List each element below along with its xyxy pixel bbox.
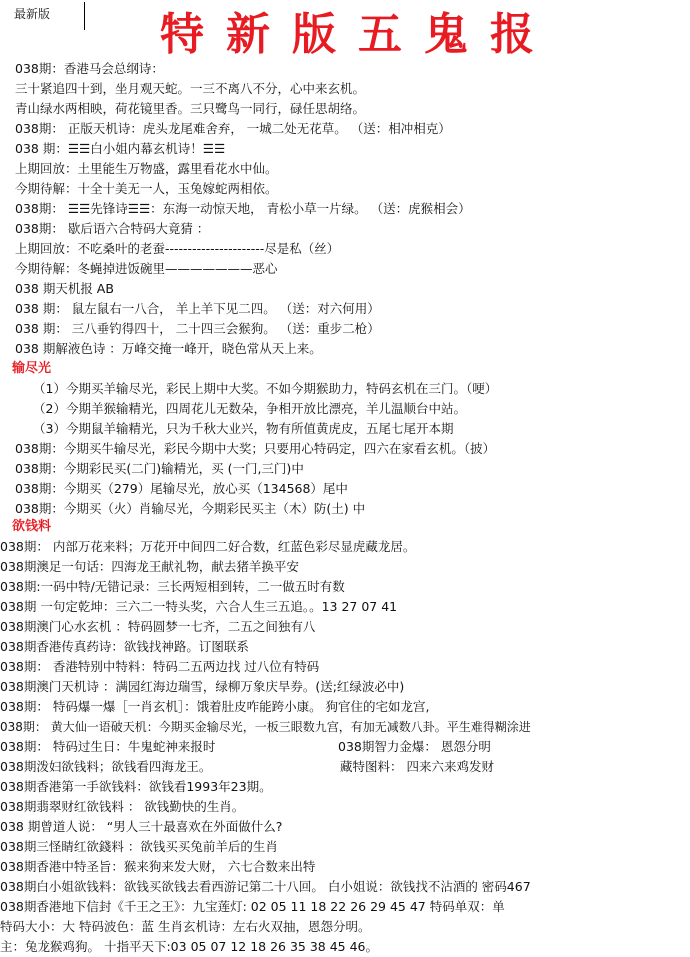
text-line: 038 期： 鼠左鼠右一八合， 羊上羊下见二四。 （送：对六何用） — [15, 301, 380, 316]
text-line: 038 期：☰☰白小姐内幕玄机诗！☰☰ — [15, 141, 226, 156]
page-title: 特新版五鬼报 — [160, 9, 556, 60]
text-line: （3）今期鼠羊输精光，只为千秋大业兴，物有所值黄虎皮，五尾七尾开本期 — [33, 421, 454, 436]
text-line: 038期： 黄大仙一语破天机：今期买金输尽光，一板三眼数九宫，有加无减数八卦。平生难得糊涂进 — [0, 720, 531, 734]
text-line: 今期待解：十全十美无一人，玉兔嫁蛇两相依。 — [15, 181, 278, 196]
text-line: 今期待解：冬蝇掉进饭碗里———————恶心 — [15, 261, 278, 276]
text-line: 038期翡翠财红欲钱料 ： 欲钱勤快的生肖。 — [0, 799, 245, 814]
text-line: 038 期： 三八垂钓得四十， 二十四三会猴狗。 （送：重步二枪） — [15, 321, 380, 336]
text-line: 038期：今期彩民买(二门)输精光，买 (一门,三门)中 — [15, 461, 304, 476]
text-line: 038期澳足一句话：四海龙王献礼物，献去猪羊换平安 — [0, 559, 299, 574]
text-line: 038期： ☰☰先锋诗☰☰：东海一动惊天地， 青松小草一片绿。 （送：虎猴相会） — [15, 201, 471, 216]
section-heading: 欲钱料 — [12, 519, 52, 534]
text-line: 038期香港中特圣旨：猴来狗来发大财， 六七合数来出特 — [0, 859, 316, 874]
text-line: 038期 一句定乾坤：三六二一特头奖，六合人生三五追。。13 27 07 41 — [0, 599, 398, 614]
header — [0, 0, 690, 60]
text-line: 038期：今期买（火）肖输尽光，今期彩民买主（木）防(土) 中 — [15, 501, 366, 516]
text-line: 038期：今期买（279）尾输尽光，放心买（134568）尾中 — [15, 481, 348, 496]
text-line: 038期： 香港特别中特料：特码二五两边找 过八位有特码 — [0, 659, 320, 674]
text-line: 038 期解液色诗 ：万峰交掩一峰开，晓色常从天上来。 — [15, 341, 322, 356]
text-line: 038期香港传真药诗：欲钱找神路。订图联系 — [0, 639, 249, 654]
text-line: 038期香港地下信封《千王之王》：九宝莲灯: 02 05 11 18 22 26 29 45 47 特码单双：单 — [0, 899, 505, 914]
text-line: 038期白小姐欲钱料：欲钱买欲钱去看西游记第二十八回。 白小姐说：欲钱找不沾酒的 密码467 — [0, 879, 531, 894]
text-line: 038期三怪睛红欲錢料 ：欲钱买买兔前羊后的生肖 — [0, 839, 278, 854]
text-line: 藏特图料： 四来六来鸡发财 — [340, 759, 494, 774]
edition-label: 最新版 — [14, 7, 51, 21]
text-line: 038期香港第一手欲钱料：欲钱看1993年23期。 — [0, 779, 272, 794]
text-line: 038期澳门心水玄机 ：特码圆梦一七齐，二五之间独有八 — [0, 619, 316, 634]
text-line: 038期泼妇欲钱料；欲钱看四海龙王。 — [0, 759, 212, 774]
text-line: 038 期曾道人说： “男人三十最喜欢在外面做什么? — [0, 819, 283, 834]
text-line: 038期:一码中特/无错记录：三长两短相到转，二一做五时有数 — [0, 579, 345, 594]
text-line: 038期：今期买牛输尽光，彩民今期中大奖；只要用心特码定，四六在家看玄机。（披） — [15, 441, 496, 456]
text-line: 038期： 歇后语六合特码大竟猜 ： — [15, 221, 210, 236]
text-line: 038 期天机报 AB — [15, 281, 114, 296]
text-line: 主：兔龙猴鸡狗。 十指平天下:03 05 07 12 18 26 35 38 45 46。 — [0, 939, 379, 954]
text-line: 038期： 正版天机诗：虎头龙尾难舍弃， 一城二处无花草。 （送：相冲相克） — [15, 121, 451, 136]
text-line: 特码大小：大 特码波色：蓝 生肖玄机诗：左右火双抽，恩怨分明。 — [0, 919, 371, 934]
text-line: 038期澳门天机诗 ：满园红海边瑞雪，绿柳万象庆旱券。(送;红绿波必中) — [0, 679, 405, 694]
text-line: （1）今期买羊输尽光，彩民上期中大奖。不如今期猴助力，特码玄机在三门。（哽） — [33, 381, 498, 396]
text-line: 038期：香港马会总纲诗： — [15, 61, 164, 76]
text-line: 038期： 特码过生日：牛鬼蛇神来报时 — [0, 739, 216, 754]
section-heading: 输尽光 — [12, 361, 52, 376]
text-line: 038期： 内部万花来料；万花开中间四二好合数，红蓝色彩尽显虎藏龙居。 — [0, 539, 416, 554]
text-line: 青山绿水两相映，荷花镜里香。三只鹭鸟一同行，碌任思胡络。 — [15, 101, 366, 116]
divider — [84, 2, 85, 30]
text-line: 038期智力金爆： 恩怨分明 — [338, 739, 491, 754]
text-line: 038期： 特码爆一爆［一肖玄机］：饿着肚皮咋能跨小康。 狗官住的宅如龙宫, — [0, 699, 430, 714]
text-line: 上期回放：不吃桑叶的老蚕----------------------尽是私（丝） — [15, 241, 340, 256]
text-line: 上期回放：土里能生万物盛，露里看花水中仙。 — [15, 161, 278, 176]
text-line: 三十紧追四十到，坐月观天蛇。一三不离八不分，心中来玄机。 — [15, 81, 366, 96]
text-line: （2）今期羊猴输精光，四周花儿无数朵，争相开放比漂亮，羊儿温顺台中站。 — [33, 401, 466, 416]
